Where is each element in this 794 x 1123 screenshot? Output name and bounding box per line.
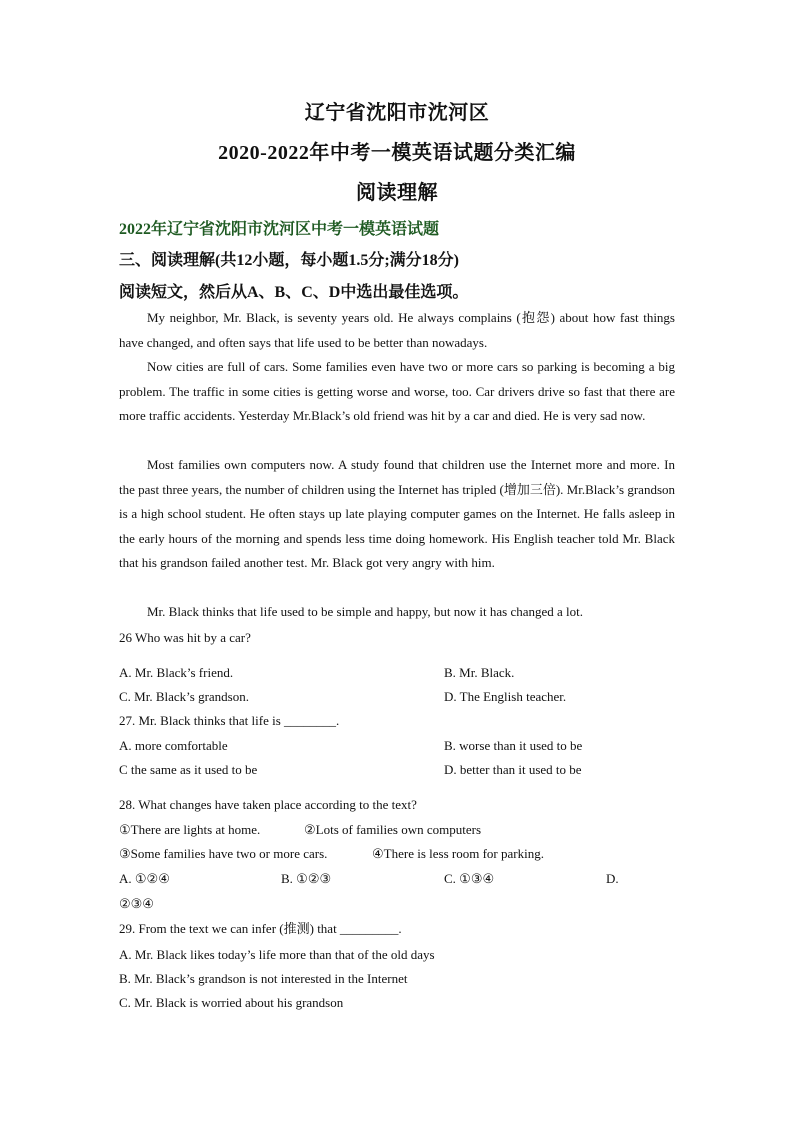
question-28-statement-4: ④There is less room for parking. [372, 846, 544, 861]
question-27-option-c: C the same as it used to be [119, 762, 258, 777]
section-heading: 三、阅读理解(共12小题，每小题1.5分;满分18分) [119, 252, 459, 269]
question-28-statement-1: ①There are lights at home. [119, 822, 261, 837]
document-title-exam: 2020-2022年中考一模英语试题分类汇编 [218, 142, 576, 164]
question-28-option-a: A. ①②④ [119, 871, 170, 886]
question-26-stem: 26 Who was hit by a car? [119, 630, 251, 645]
question-26-option-a: A. Mr. Black’s friend. [119, 665, 234, 680]
passage-paragraph-1 [119, 306, 675, 355]
question-29-option-b: B. Mr. Black’s grandson is not interested in the Internet [119, 971, 408, 986]
question-28-statement-3: ③Some families have two or more cars. [119, 846, 328, 861]
paragraph-text: My neighbor, Mr. Black, is seventy years old. He always complains (抱怨) about how fast things have changed, and often says that life used to be better than nowadays. [119, 310, 675, 350]
document-title-topic: 阅读理解 [356, 182, 438, 204]
question-27-option-d: D. better than it used to be [444, 762, 582, 777]
question-29-option-c: C. Mr. Black is worried about his grandson [119, 995, 344, 1010]
passage-paragraph-3 [119, 453, 675, 576]
paragraph-text: Now cities are full of cars. Some families even have two or more cars so parking is becoming a big problem. The traffic in some cities is getting worse and worse, too. Car drivers drive so fast that there are more traffic accidents. Yesterday Mr.Black’s old friend was hit by a car and died. He is very sad now. [119, 359, 675, 423]
passage-paragraph-2 [119, 355, 675, 429]
question-28-option-d-label: D. [606, 871, 619, 886]
question-27-stem: 27. Mr. Black thinks that life is ________. [119, 713, 340, 728]
question-28-option-b: B. ①②③ [281, 871, 332, 886]
paragraph-text: Mr. Black thinks that life used to be simple and happy, but now it has changed a lot. [147, 604, 584, 619]
question-27-option-a: A. more comfortable [119, 738, 228, 753]
question-28-statement-2: ②Lots of families own computers [304, 822, 482, 837]
question-29-stem: 29. From the text we can infer (推测) that _________. [119, 921, 402, 936]
question-26-option-d: D. The English teacher. [444, 689, 567, 704]
paragraph-text: Most families own computers now. A study found that children use the Internet more and more. In the past three years, the number of children using the Internet has tripled (增加三倍). Mr.Black’s grandson is a high school student. He often stays up late playing computer games on the Internet. He falls asleep in the early hours of the morning and spends less time doing homework. His English teacher told Mr. Black that his grandson failed another test. Mr. Black got very angry with him. [119, 457, 675, 570]
question-26-option-c: C. Mr. Black’s grandson. [119, 689, 249, 704]
question-28-option-c: C. ①③④ [444, 871, 495, 886]
question-28-stem: 28. What changes have taken place according to the text? [119, 797, 417, 812]
question-28-option-d-value: ②③④ [119, 896, 154, 911]
question-27-option-b: B. worse than it used to be [444, 738, 583, 753]
section-instruction: 阅读短文，然后从A、B、C、D中选出最佳选项。 [119, 284, 469, 301]
passage-paragraph-4 [119, 600, 675, 625]
exam-subtitle: 2022年辽宁省沈阳市沈河区中考一模英语试题 [119, 221, 440, 238]
question-26-option-b: B. Mr. Black. [444, 665, 515, 680]
question-29-option-a: A. Mr. Black likes today’s life more than that of the old days [119, 947, 435, 962]
document-title-region: 辽宁省沈阳市沈河区 [304, 102, 490, 124]
